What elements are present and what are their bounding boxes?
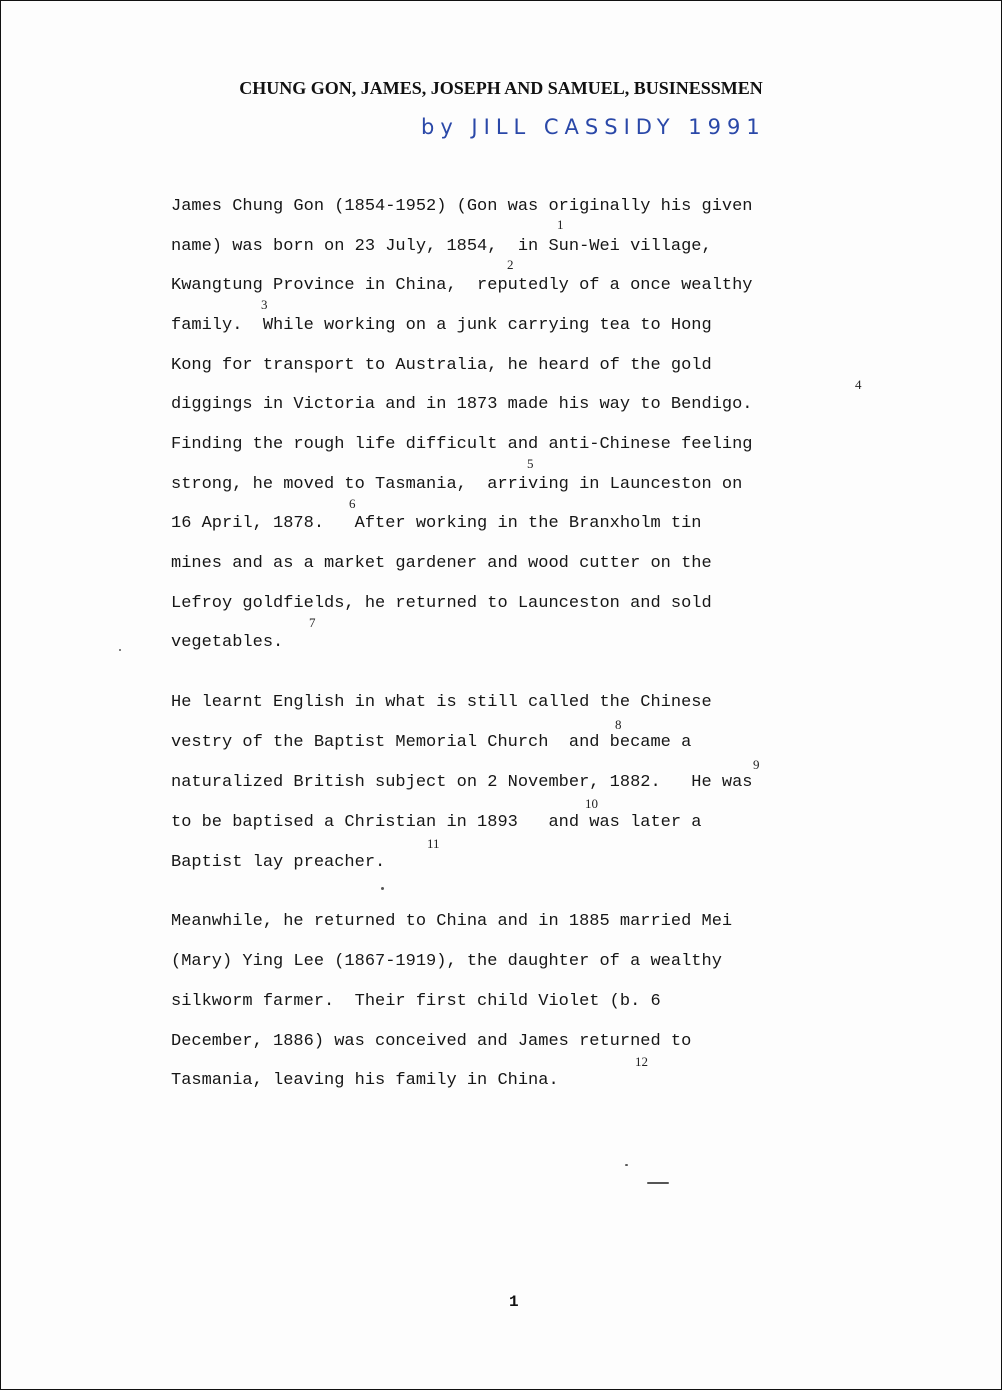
- text-line: James Chung Gon (1854-1952) (Gon was originally his given: [171, 197, 753, 216]
- text-line: Tasmania, leaving his family in China.: [171, 1071, 559, 1090]
- text-line: Kong for transport to Australia, he heard of the gold: [171, 356, 712, 375]
- text-line: (Mary) Ying Lee (1867-1919), the daughter of a wealthy: [171, 952, 722, 971]
- page-number: 1: [509, 1293, 519, 1311]
- scan-speck: [381, 887, 384, 890]
- paragraph-1: [171, 197, 891, 667]
- text-line: to be baptised a Christian in 1893 and was later a: [171, 813, 702, 832]
- scan-speck: [647, 1182, 669, 1184]
- footnote-marker: 2: [507, 257, 514, 272]
- text-line: naturalized British subject on 2 November, 1882. He was: [171, 773, 753, 792]
- text-line: silkworm farmer. Their first child Violet (b. 6: [171, 992, 661, 1011]
- handwritten-byline: by JILL CASSIDY 1991: [421, 115, 766, 139]
- text-line: Baptist lay preacher.: [171, 853, 386, 872]
- footnote-marker: 7: [309, 615, 316, 630]
- footnote-marker: 4: [855, 377, 862, 392]
- text-line: December, 1886) was conceived and James returned to: [171, 1032, 692, 1051]
- text-line: Finding the rough life difficult and anti-Chinese feeling: [171, 435, 753, 454]
- footnote-marker: 9: [753, 757, 760, 772]
- text-line: vestry of the Baptist Memorial Church and became a: [171, 733, 692, 752]
- footnote-marker: 6: [349, 496, 356, 511]
- text-line: vegetables.: [171, 633, 284, 652]
- footnote-marker: 1: [557, 217, 564, 232]
- footnote-marker: 3: [261, 297, 268, 312]
- text-line: Lefroy goldfields, he returned to Launceston and sold: [171, 594, 712, 613]
- footnote-marker: 12: [635, 1054, 648, 1069]
- document-title: CHUNG GON, JAMES, JOSEPH AND SAMUEL, BUSINESSMEN: [239, 78, 763, 98]
- text-line: Meanwhile, he returned to China and in 1885 married Mei: [171, 912, 733, 931]
- text-line: mines and as a market gardener and wood cutter on the: [171, 554, 712, 573]
- paragraph-3: [171, 912, 891, 1102]
- text-line: diggings in Victoria and in 1873 made his way to Bendigo.: [171, 395, 753, 414]
- text-line: family. While working on a junk carrying tea to Hong: [171, 316, 712, 335]
- text-line: 16 April, 1878. After working in the Branxholm tin: [171, 514, 702, 533]
- text-line: He learnt English in what is still called the Chinese: [171, 693, 712, 712]
- text-line: Kwangtung Province in China, reputedly of a once wealthy: [171, 276, 753, 295]
- footnote-marker: 5: [527, 456, 534, 471]
- scan-speck: [625, 1164, 628, 1166]
- text-line: strong, he moved to Tasmania, arriving in Launceston on: [171, 475, 743, 494]
- scan-speck: [119, 649, 121, 651]
- paragraph-2: [171, 693, 891, 883]
- text-line: name) was born on 23 July, 1854, in Sun-Wei village,: [171, 237, 712, 256]
- footnote-marker: 10: [585, 796, 598, 811]
- footnote-marker: 11: [427, 836, 440, 851]
- footnote-marker: 8: [615, 717, 622, 732]
